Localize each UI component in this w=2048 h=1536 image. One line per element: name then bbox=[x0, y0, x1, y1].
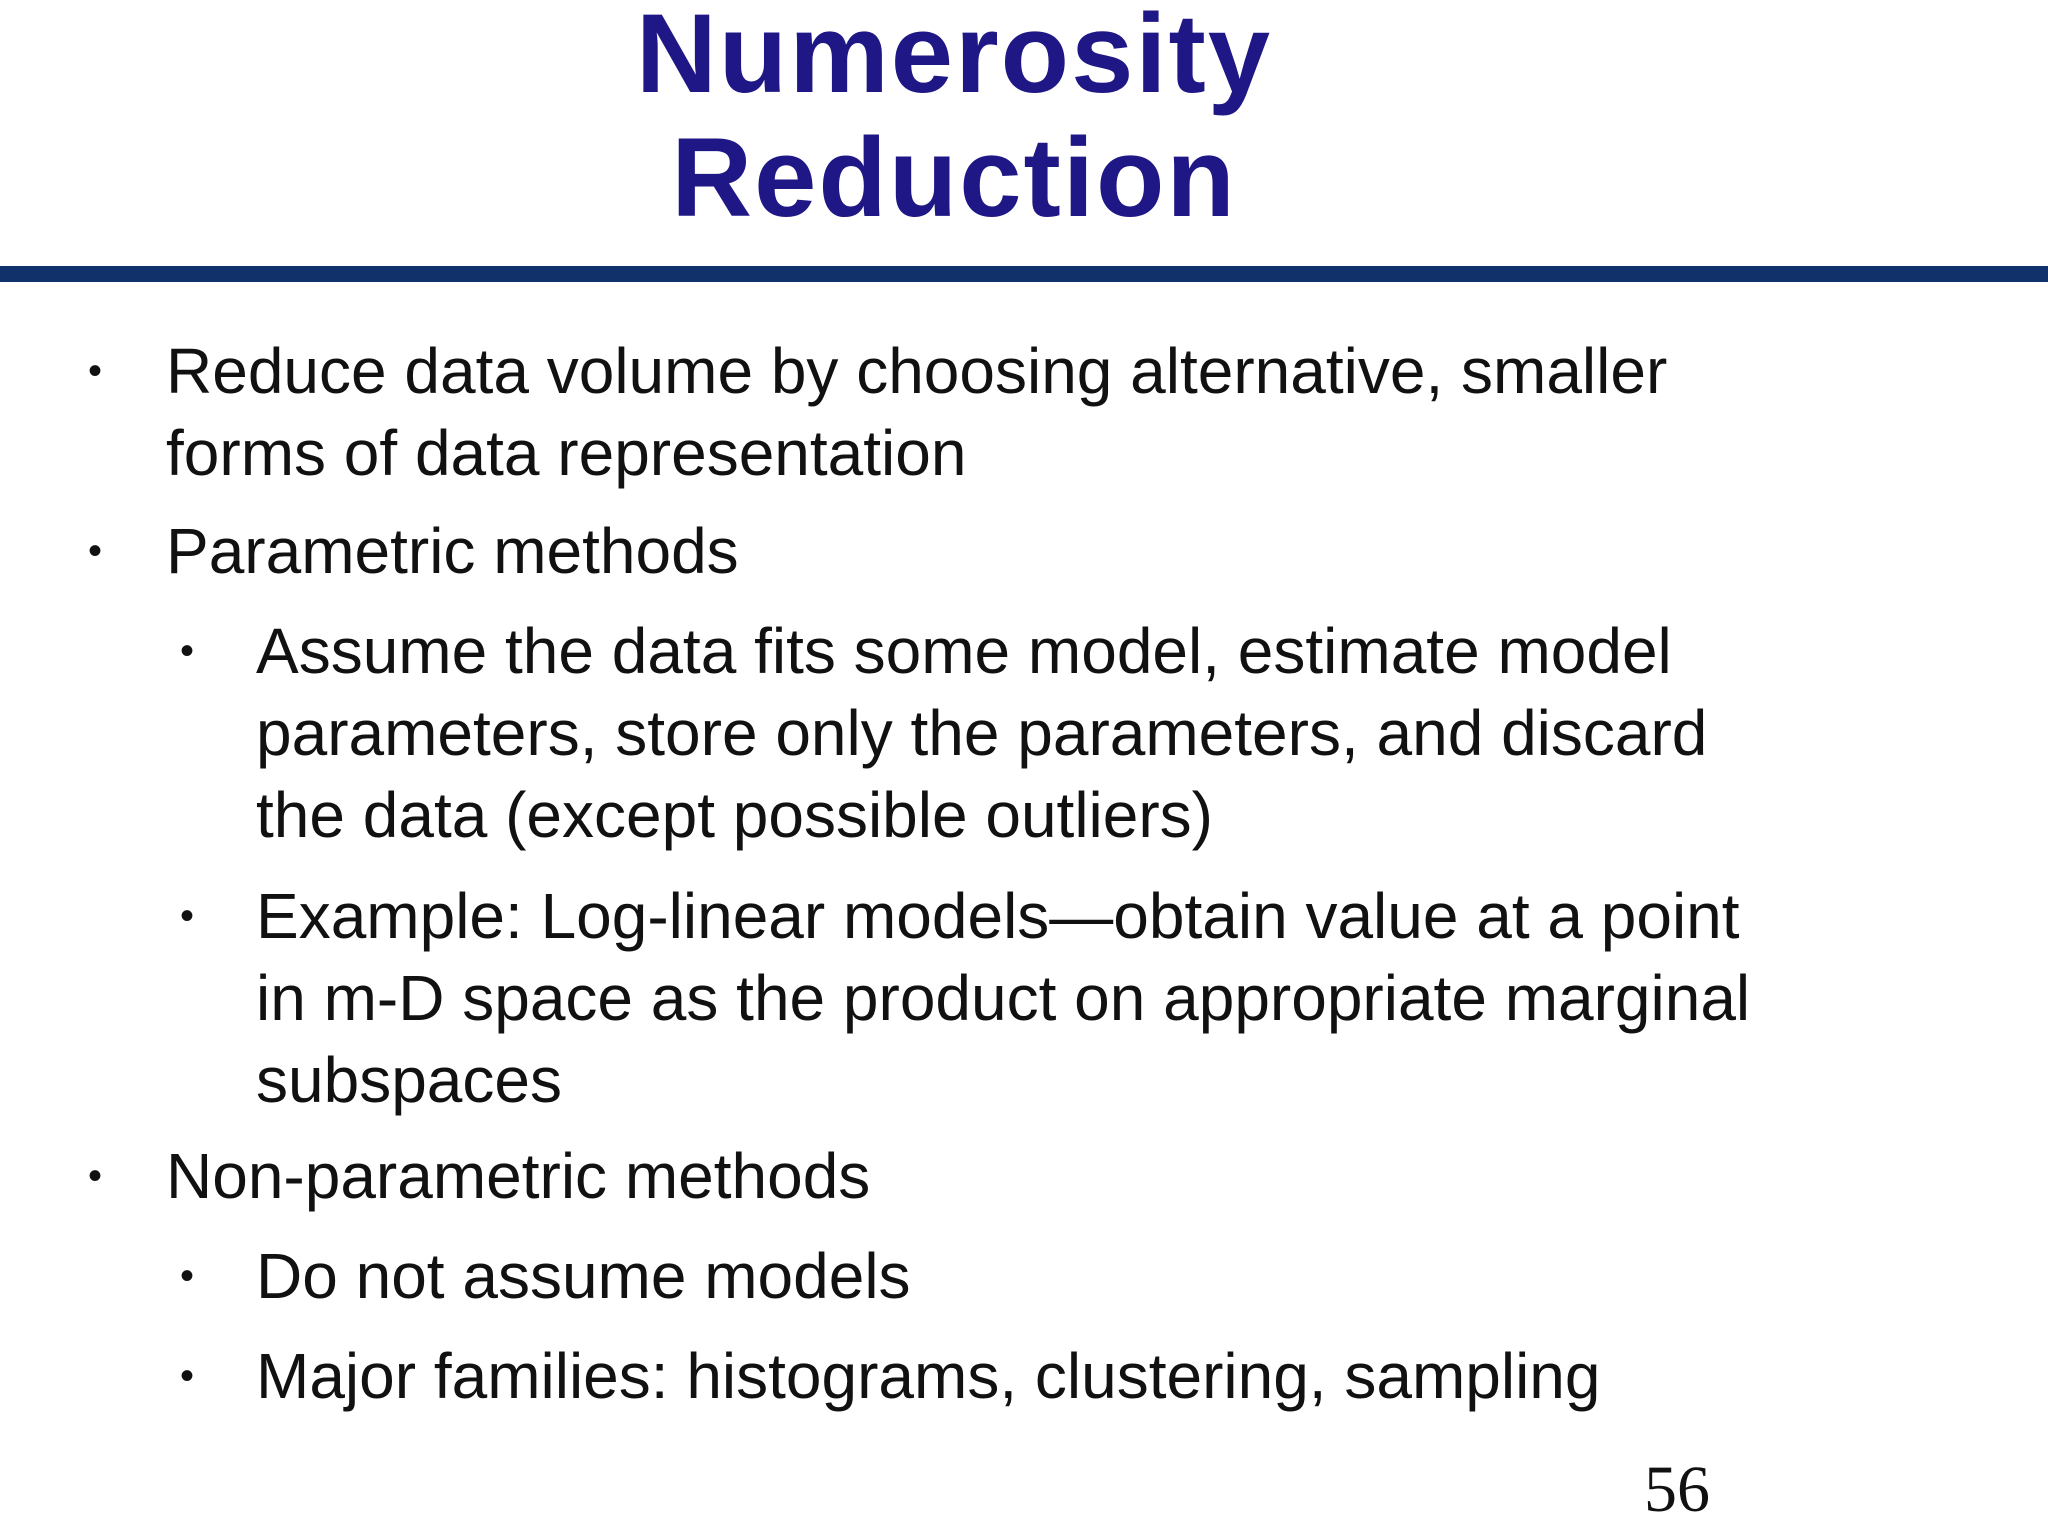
list-item-line: Parametric methods bbox=[166, 515, 739, 587]
list-item-line: subspaces bbox=[256, 1044, 562, 1116]
list-item-line: in m-D space as the product on appropriate marginal bbox=[256, 962, 1751, 1034]
list-item-line: Assume the data fits some model, estimate model bbox=[256, 615, 1672, 687]
sub-bullet-point-icon: • bbox=[180, 1254, 195, 1298]
bullet-point-icon: • bbox=[88, 1154, 103, 1198]
title-divider bbox=[0, 266, 2048, 282]
list-item-line: parameters, store only the parameters, and discard bbox=[256, 697, 1708, 769]
list-item-line: Major families: histograms, clustering, sampling bbox=[256, 1340, 1601, 1412]
page-number: 56 bbox=[1644, 1453, 1710, 1526]
list-item-line: Non-parametric methods bbox=[166, 1140, 871, 1212]
sub-bullet-point-icon: • bbox=[180, 629, 195, 673]
list-item-line: forms of data representation bbox=[166, 417, 967, 489]
list-item bbox=[256, 610, 1707, 856]
list-item bbox=[256, 1335, 1600, 1417]
list-item-line: Reduce data volume by choosing alternative, smaller bbox=[166, 335, 1668, 407]
list-item bbox=[256, 1235, 911, 1317]
list-item bbox=[166, 510, 739, 592]
slide-title-line-1: Numerosity bbox=[635, 0, 1273, 116]
bullet-point-icon: • bbox=[88, 529, 103, 573]
list-item-line: Example: Log-linear models—obtain value at a point bbox=[256, 880, 1740, 952]
sub-bullet-point-icon: • bbox=[180, 1354, 195, 1398]
list-item bbox=[166, 1135, 870, 1217]
list-item-line: the data (except possible outliers) bbox=[256, 779, 1213, 851]
bullet-point-icon: • bbox=[88, 349, 103, 393]
slide-title-line-2: Reduction bbox=[671, 115, 1237, 240]
sub-bullet-point-icon: • bbox=[180, 894, 195, 938]
list-item bbox=[256, 875, 1750, 1121]
list-item-line: Do not assume models bbox=[256, 1240, 911, 1312]
list-item bbox=[166, 330, 1667, 494]
